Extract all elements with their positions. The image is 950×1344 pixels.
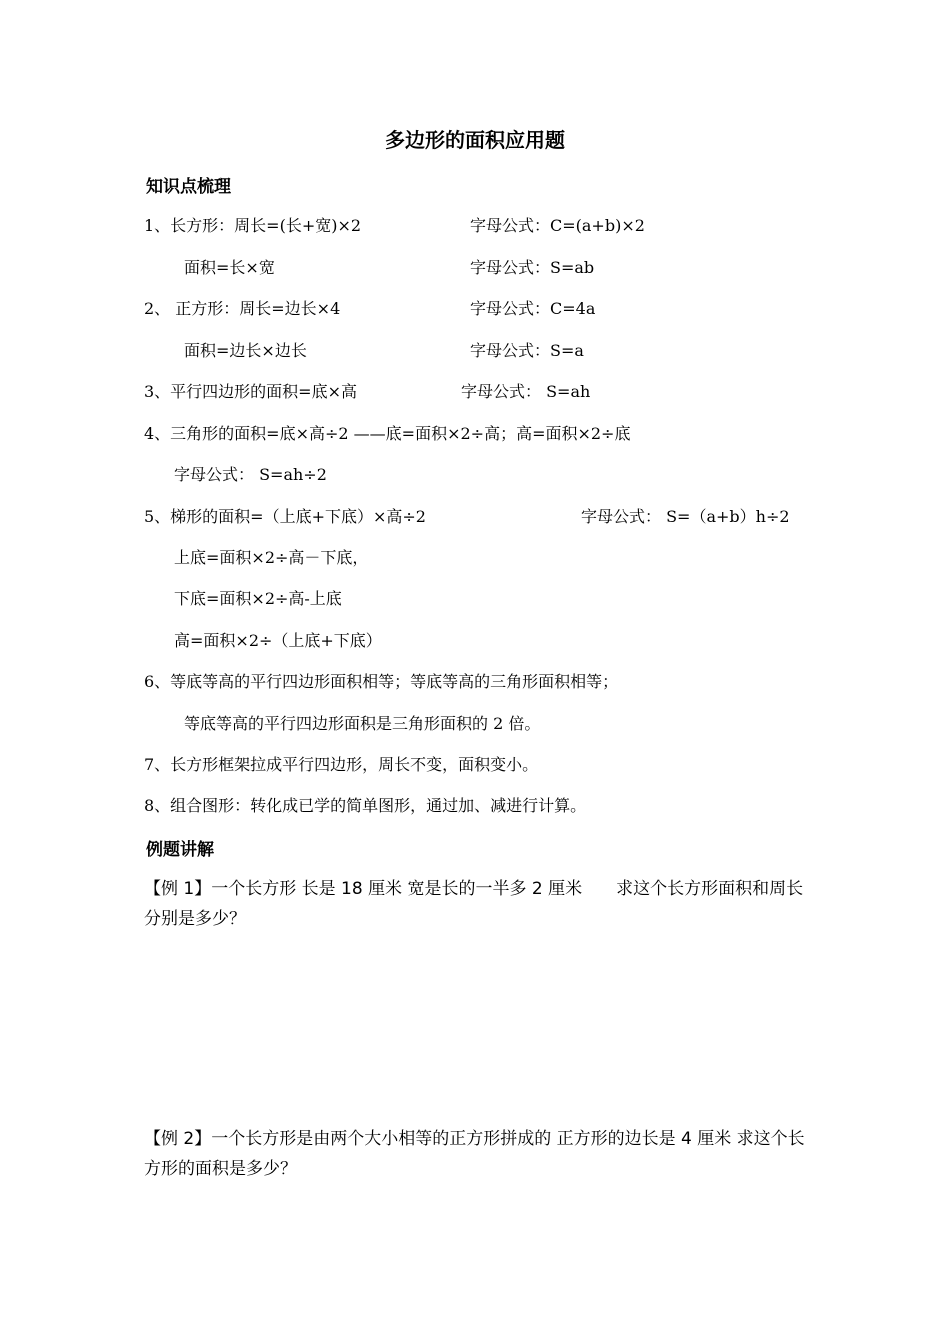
item-1-perimeter-formula: 字母公式：C=(a+b)×2	[470, 216, 645, 235]
item-2-square-area: 面积=边长×边长	[184, 341, 307, 360]
item-1-rectangle-area: 面积=长×宽	[184, 258, 275, 277]
item-5-upper-base: 上底=面积×2÷高－下底，	[174, 548, 369, 567]
item-1-rectangle-perimeter: 1、长方形：周长=(长+宽)×2	[144, 216, 362, 235]
example-2: 【例 2】一个长方形是由两个大小相等的正方形拼成的 正方形的边长是 4 厘米 求这个长方形的面积是多少？	[144, 1129, 805, 1179]
item-4-area-formula: 字母公式： S=ah÷2	[174, 465, 327, 484]
item-7-frame-deform: 7、长方形框架拉成平行四边形，周长不变，面积变小。	[144, 755, 539, 774]
section-heading-examples: 例题讲解	[146, 840, 214, 860]
page-title: 多边形的面积应用题	[385, 128, 565, 152]
example-1: 【例 1】一个长方形 长是 18 厘米 宽是长的一半多 2 厘米 求这个长方形面积和周长分别是多少？	[144, 879, 804, 929]
item-5-lower-base: 下底=面积×2÷高-上底	[174, 589, 342, 608]
item-4-triangle-area: 4、三角形的面积=底×高÷2 ——底=面积×2÷高；高=面积×2÷底	[144, 424, 631, 443]
item-8-composite-shapes: 8、组合图形：转化成已学的简单图形，通过加、减进行计算。	[144, 796, 587, 815]
item-5-height: 高=面积×2÷（上底+下底）	[174, 631, 382, 650]
item-6-double-relation: 等底等高的平行四边形面积是三角形面积的 2 倍。	[184, 714, 541, 733]
section-heading-knowledge: 知识点梳理	[146, 177, 231, 197]
item-6-equal-base-height: 6、等底等高的平行四边形面积相等；等底等高的三角形面积相等；	[144, 672, 619, 691]
item-2-square-perimeter: 2、 正方形：周长=边长×4	[144, 299, 341, 318]
item-3-parallelogram-area: 3、平行四边形的面积=底×高	[144, 382, 357, 401]
item-5-trapezoid-area: 5、梯形的面积=（上底+下底）×高÷2	[144, 507, 426, 526]
item-2-perimeter-formula: 字母公式：C=4a	[470, 299, 596, 318]
item-3-area-formula: 字母公式： S=ah	[461, 382, 591, 401]
item-5-area-formula: 字母公式： S=（a+b）h÷2	[581, 507, 790, 526]
item-1-area-formula: 字母公式：S=ab	[470, 258, 595, 277]
item-2-area-formula: 字母公式：S=a	[470, 341, 584, 360]
